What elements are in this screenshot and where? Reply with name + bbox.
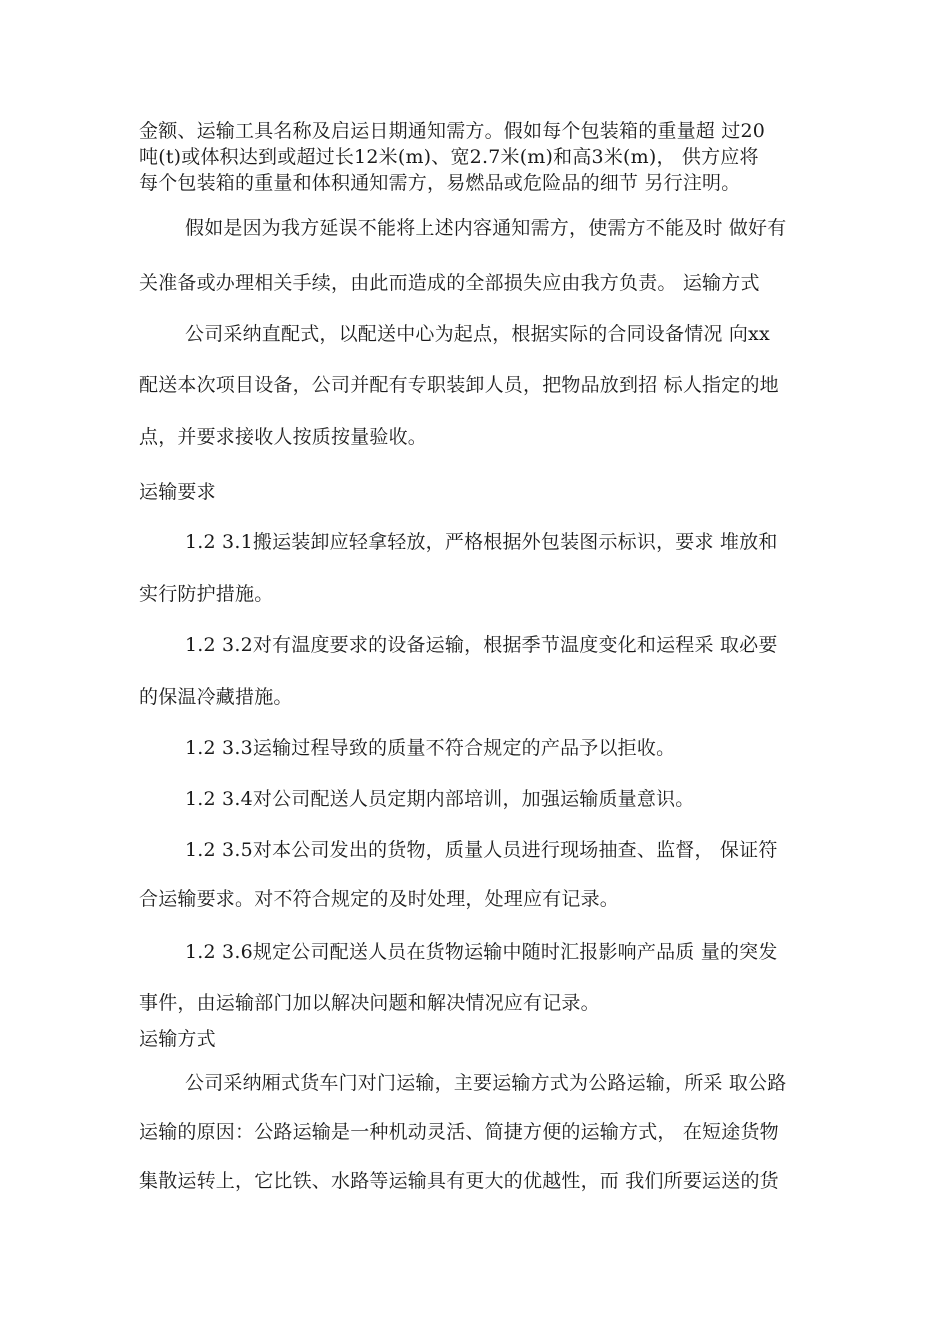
text-line: 1.2 3.3运输过程导致的质量不符合规定的产品予以拒收。 bbox=[185, 737, 676, 759]
text-line: 1.2 3.1搬运装卸应轻拿轻放，严格根据外包装图示标识，要求 堆放和 bbox=[185, 531, 778, 553]
text-line: 1.2 3.6规定公司配送人员在货物运输中随时汇报影响产品质 量的突发 bbox=[185, 941, 778, 963]
text-line: 关准备或办理相关手续，由此而造成的全部损失应由我方负责。 运输方式 bbox=[139, 272, 760, 294]
text-line: 事件，由运输部门加以解决问题和解决情况应有记录。 bbox=[139, 992, 600, 1014]
text-line: 配送本次项目设备，公司并配有专职装卸人员，把物品放到招 标人指定的地 bbox=[139, 374, 779, 396]
section-heading: 运输要求 bbox=[139, 481, 216, 503]
text-line: 假如是因为我方延误不能将上述内容通知需方，使需方不能及时 做好有 bbox=[185, 217, 787, 239]
text-line: 1.2 3.5对本公司发出的货物，质量人员进行现场抽查、监督， 保证符 bbox=[185, 839, 778, 861]
text-line: 1.2 3.2对有温度要求的设备运输，根据季节温度变化和运程采 取必要 bbox=[185, 634, 778, 656]
text-line: 公司采纳直配式，以配送中心为起点，根据实际的合同设备情况 向xx bbox=[185, 323, 770, 345]
text-line: 合运输要求。对不符合规定的及时处理，处理应有记录。 bbox=[139, 888, 620, 910]
text-line: 金额、运输工具名称及启运日期通知需方。假如每个包装箱的重量超 过20 bbox=[139, 120, 766, 142]
text-line: 运输的原因：公路运输是一种机动灵活、简捷方便的运输方式， 在短途货物 bbox=[139, 1121, 779, 1143]
text-line: 集散运转上，它比铁、水路等运输具有更大的优越性，而 我们所要运送的货 bbox=[139, 1170, 779, 1192]
text-line: 公司采纳厢式货车门对门运输，主要运输方式为公路运输，所采 取公路 bbox=[185, 1072, 787, 1094]
text-line: 的保温冷藏措施。 bbox=[139, 686, 293, 708]
section-heading: 运输方式 bbox=[139, 1028, 216, 1050]
text-line: 1.2 3.4对公司配送人员定期内部培训，加强运输质量意识。 bbox=[185, 788, 695, 810]
text-line: 吨(t)或体积达到或超过长12米(m)、宽2.7米(m)和高3米(m)， 供方应将 bbox=[139, 146, 759, 168]
text-line: 点，并要求接收人按质按量验收。 bbox=[139, 426, 428, 448]
text-line: 每个包装箱的重量和体积通知需方，易燃品或危险品的细节 另行注明。 bbox=[139, 172, 741, 194]
text-line: 实行防护措施。 bbox=[139, 583, 274, 605]
